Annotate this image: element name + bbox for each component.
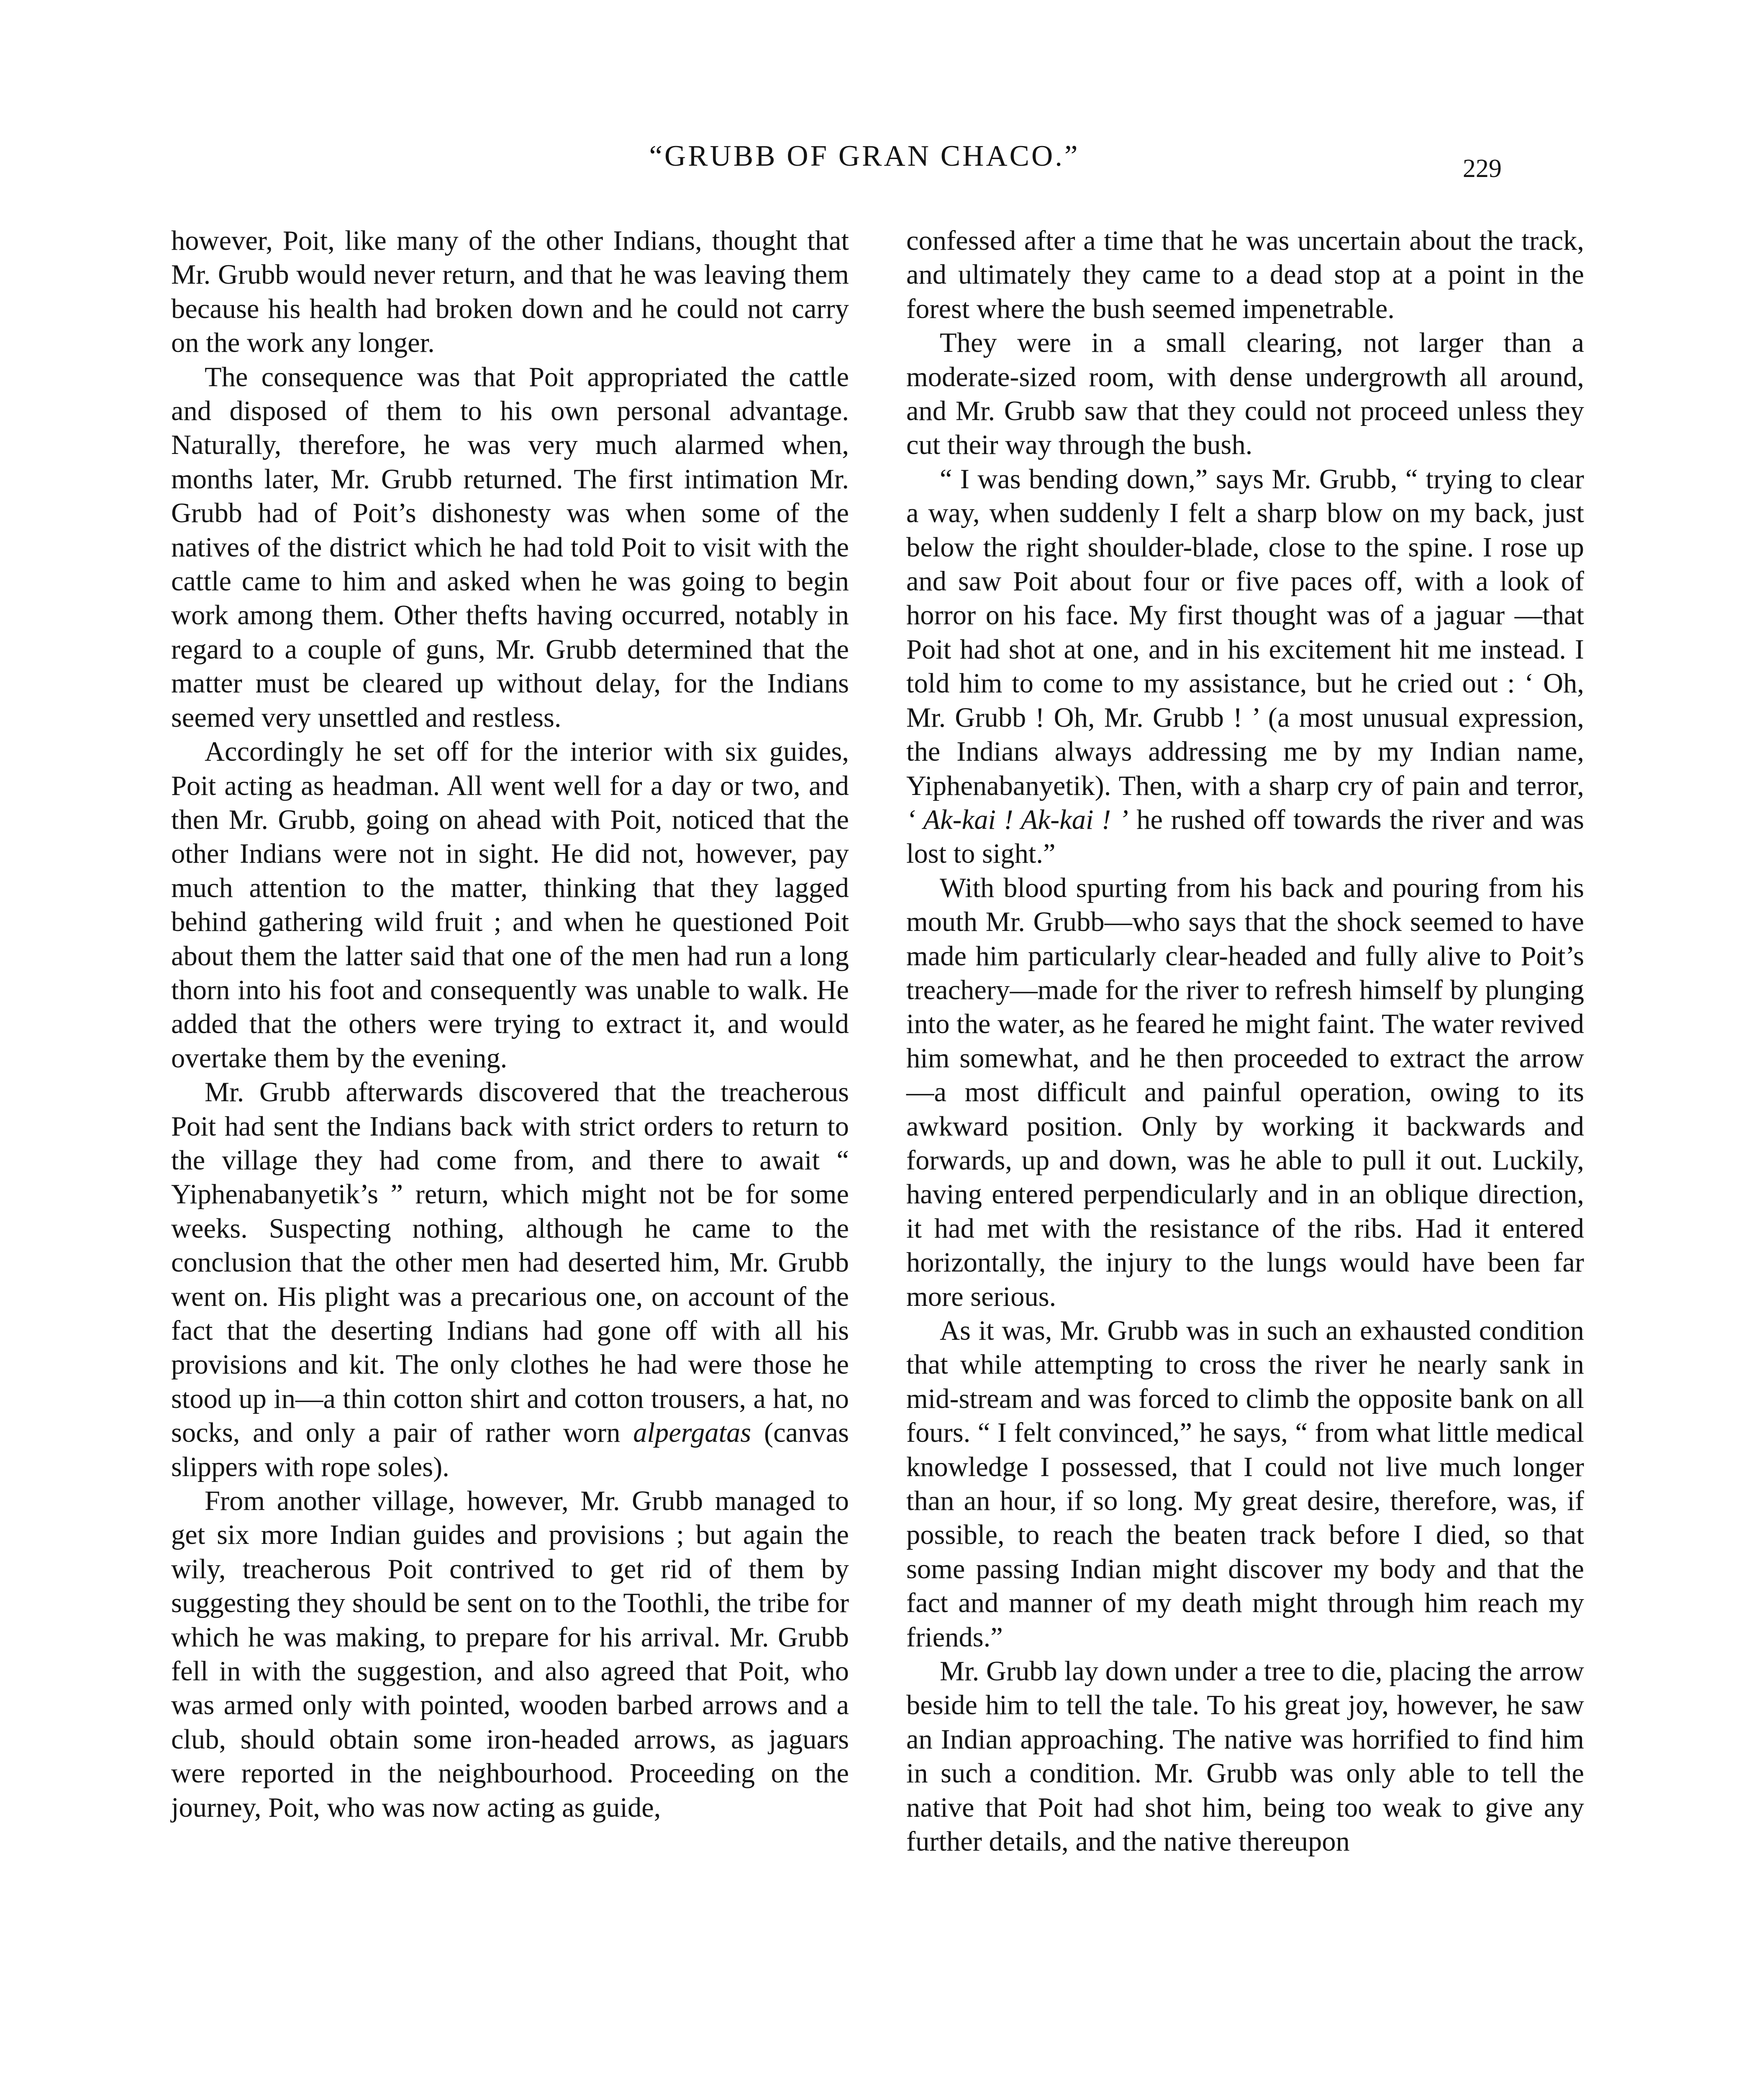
paragraph: confessed after a time that he was uncertain about the track, and ultimately they came to a dead stop at a point in the forest where the bush seemed impenetrable. [906,226,1584,324]
paragraph-text: Mr. Grubb afterwards discovered that the treacherous Poit had sent the Indians back with strict orders to return to the village they had come from, and there to await “ Yiphenabanyetik’s ” return, which might not be for some weeks. Suspecting nothing, although he came to the conclusion that the other men had deserted him, Mr. Grubb went on. His plight was a precarious one, on account of the fact that the deserting Indians had gone off with all his provisions and kit. The only clothes he had were those he stood up in—a thin cotton shirt and cotton trousers, a hat, no socks, and only a pair of rather worn [171,1077,849,1449]
italic-term: alpergatas [633,1418,751,1449]
running-title: “GRUBB OF GRAN CHACO.” [649,140,1080,172]
paragraph-text: he rushed off towards the river and was lost to sight.” [906,804,1584,869]
paragraph [171,1075,849,1484]
paragraph: however, Poit, like many of the other Indians, thought that Mr. Grubb would never return, and that he was leaving them because his health had broken down and he could not carry on the work any longer. [171,226,849,359]
italic-exclamation: ‘ Ak-kai ! Ak-kai ! ’ [906,804,1128,835]
paragraph [906,462,1584,871]
paragraph: The consequence was that Poit appropriated the cattle and disposed of them to his own personal advantage. Naturally, therefore, he was very much alarmed when, months later, Mr. Grubb returned. The first intimation Mr. Grubb had of Poit’s dishonesty was when some of the natives of the district which he had told Poit to visit with the cattle came to him and asked when he was going to begin work among them. Other thefts having occurred, notably in regard to a couple of guns, Mr. Grubb determined that the matter must be cleared up without delay, for the Indians seemed very unsettled and restless. [171,361,849,733]
paragraph: Accordingly he set off for the interior with six guides, Poit acting as headman. All went well for a day or two, and then Mr. Grubb, going on ahead with Poit, noticed that the other Indians were not in sight. He did not, however, pay much attention to the matter, thinking that they lagged behind gathering wild fruit ; and when he questioned Poit about them the latter said that one of the men had run a long thorn into his foot and consequently was unable to walk. He added that the others were trying to extract it, and would overtake them by the evening. [171,736,849,1074]
paragraph: Mr. Grubb lay down under a tree to die, placing the arrow beside him to tell the tale. To his great joy, however, he saw an Indian approaching. The native was horrified to find him in such a condition. Mr. Grubb was only able to tell the native that Poit had shot him, being too weak to give any further details, and the native thereupon [906,1656,1584,1857]
paragraph-text: “ I was bending down,” says Mr. Grubb, “ trying to clear a way, when suddenly I felt a sharp blow on my back, just below the right shoulder-blade, close to the spine. I rose up and saw Poit about four or five paces off, with a look of horror on his face. My first thought was of a jaguar —that Poit had shot at one, and in his excitement hit me instead. I told him to come to my assistance, but he cried out : ‘ Oh, Mr. Grubb ! Oh, Mr. Grubb ! ’ (a most unusual expression, the Indians always addressing me by my Indian name, Yiphenabanyetik). Then, with a sharp cry of pain and terror, [906,464,1584,801]
paragraph: They were in a small clearing, not larger than a moderate-sized room, with dense undergrowth all around, and Mr. Grubb saw that they could not proceed unless they cut their way through the bush. [906,328,1584,461]
paragraph: From another village, however, Mr. Grubb managed to get six more Indian guides and provisions ; but again the wily, treacherous Poit contrived to get rid of them by suggesting they should be sent on to the Toothli, the tribe for which he was making, to prepare for his arrival. Mr. Grubb fell in with the suggestion, and also agreed that Poit, who was armed only with pointed, wooden barbed arrows and a club, should obtain some iron-headed arrows, as jaguars were reported in the neighbourhood. Proceeding on the journey, Poit, who was now acting as guide, [171,1486,849,1823]
page-number: 229 [1463,154,1502,183]
paragraph: As it was, Mr. Grubb was in such an exhausted condition that while attempting to cross the river he nearly sank in mid-stream and was forced to climb the opposite bank on all fours. “ I felt convinced,” he says, “ from what little medical knowledge I possessed, that I could not live much longer than an hour, if so long. My great desire, therefore, was, if possible, to reach the beaten track before I died, so that some passing Indian might discover my body and that the fact and manner of my death might through him reach my friends.” [906,1315,1584,1653]
left-column [171,224,849,1825]
paragraph-text: (canvas slippers with rope soles). [171,1418,849,1482]
right-column [906,224,1584,1859]
paragraph: With blood spurting from his back and pouring from his mouth Mr. Grubb—who says that the shock seemed to have made him particularly clear-headed and fully alive to Poit’s treachery—made for the river to refresh himself by plunging into the water, as he feared he might faint. The water revived him somewhat, and he then proceeded to extract the arrow—a most difficult and painful operation, owing to its awkward position. Only by working it backwards and forwards, up and down, was he able to pull it out. Luckily, having entered perpendicularly and in an oblique direction, it had met with the resistance of the ribs. Had it entered horizontally, the injury to the lungs would have been far more serious. [906,872,1584,1312]
